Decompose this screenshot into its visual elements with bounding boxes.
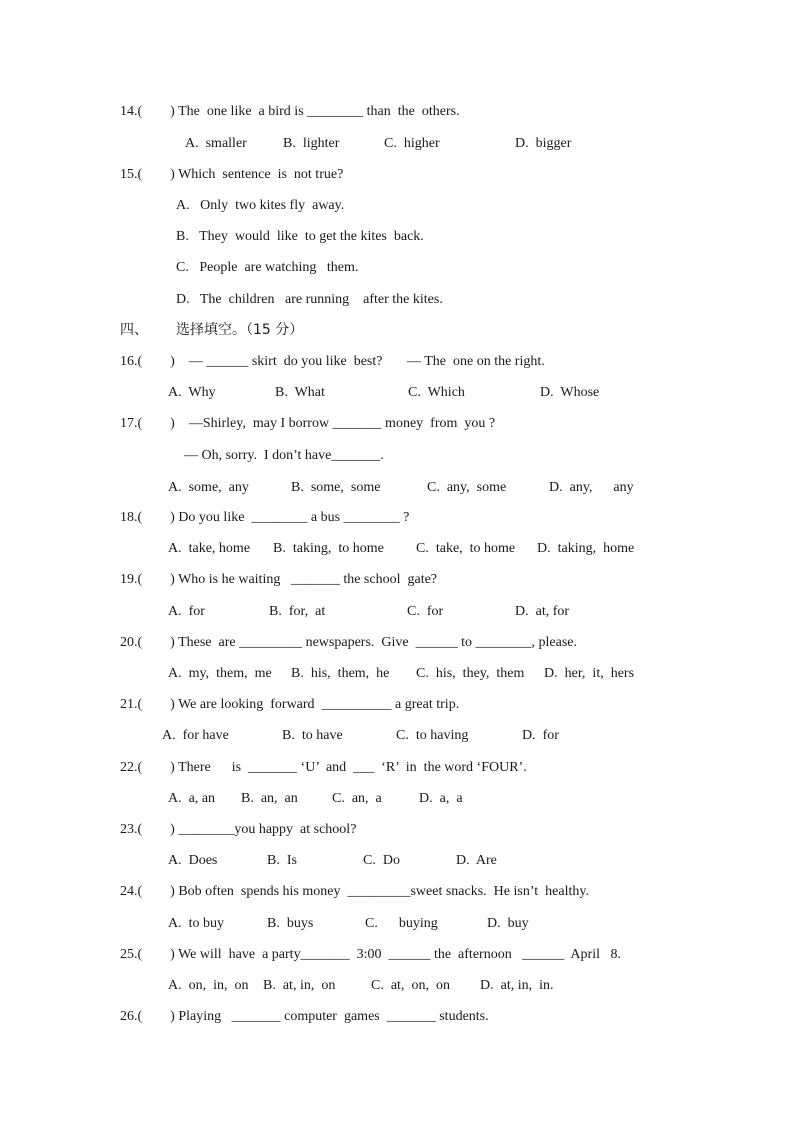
option-24-b: B. buys [267,916,314,931]
question-17-reply: — Oh, sorry. I don’t have_______. [184,448,384,463]
option-14-a: A. smaller [185,136,247,151]
question-23-stem: 23.( ) ________you happy at school? [120,822,357,837]
option-19-d: D. at, for [515,604,570,619]
option-25-c: C. at, on, on [371,978,450,993]
option-16-d: D. Whose [540,385,600,400]
option-15-c: C. People are watching them. [176,260,359,275]
question-24-stem: 24.( ) Bob often spends his money _________sweet snacks. He isn’t healthy. [120,884,589,899]
option-17-b: B. some, some [291,480,381,495]
question-17-stem: 17.( ) —Shirley, may I borrow _______ money from you ? [120,416,496,431]
option-17-c: C. any, some [427,480,507,495]
option-16-c: C. Which [408,385,465,400]
section-4-title: 选择填空。（15 分） [176,322,304,338]
option-21-a: A. for have [162,728,229,743]
option-20-c: C. his, they, them [416,666,525,681]
question-22-stem: 22.( ) There is _______ ‘U’ and ___ ‘R’ in the word ‘FOUR’. [120,760,527,775]
option-24-d: D. buy [487,916,529,931]
option-19-a: A. for [168,604,205,619]
option-24-c: C. buying [365,916,438,931]
option-21-c: C. to having [396,728,469,743]
option-18-c: C. take, to home [416,541,516,556]
question-14-stem: 14.( ) The one like a bird is ________ than the others. [120,104,460,119]
option-14-c: C. higher [384,136,440,151]
question-21-stem: 21.( ) We are looking forward __________ a great trip. [120,697,460,712]
option-20-b: B. his, them, he [291,666,390,681]
question-19-stem: 19.( ) Who is he waiting _______ the school gate? [120,572,438,587]
option-18-a: A. take, home [168,541,251,556]
option-18-d: D. taking, home [537,541,635,556]
question-16-stem: 16.( ) — ______ skirt do you like best? — The one on the right. [120,354,545,369]
option-18-b: B. taking, to home [273,541,384,556]
option-15-b: B. They would like to get the kites back. [176,229,424,244]
question-25-stem: 25.( ) We will have a party_______ 3:00 ______ the afternoon ______ April 8. [120,947,621,962]
option-23-c: C. Do [363,853,400,868]
option-15-a: A. Only two kites fly away. [176,198,345,213]
question-15-stem: 15.( ) Which sentence is not true? [120,167,344,182]
option-22-d: D. a, a [419,791,463,806]
option-17-d: D. any, any [549,480,634,495]
option-25-b: B. at, in, on [263,978,336,993]
option-16-a: A. Why [168,385,216,400]
option-19-c: C. for [407,604,444,619]
option-22-c: C. an, a [332,791,382,806]
option-16-b: B. What [275,385,325,400]
question-20-stem: 20.( ) These are _________ newspapers. Give ______ to ________, please. [120,635,577,650]
option-25-d: D. at, in, in. [480,978,554,993]
option-19-b: B. for, at [269,604,326,619]
option-24-a: A. to buy [168,916,224,931]
option-21-d: D. for [522,728,559,743]
option-17-a: A. some, any [168,480,249,495]
option-14-d: D. bigger [515,136,572,151]
option-20-a: A. my, them, me [168,666,272,681]
option-14-b: B. lighter [283,136,340,151]
question-18-stem: 18.( ) Do you like ________ a bus ________ ? [120,510,410,525]
option-23-a: A. Does [168,853,218,868]
question-26-stem: 26.( ) Playing _______ computer games _______ students. [120,1009,489,1024]
option-15-d: D. The children are running after the kites. [176,292,443,307]
option-23-b: B. Is [267,853,297,868]
section-4-number: 四、 [120,322,148,338]
option-25-a: A. on, in, on [168,978,249,993]
option-22-a: A. a, an [168,791,216,806]
option-21-b: B. to have [282,728,343,743]
option-23-d: D. Are [456,853,497,868]
option-22-b: B. an, an [241,791,298,806]
option-20-d: D. her, it, hers [544,666,635,681]
